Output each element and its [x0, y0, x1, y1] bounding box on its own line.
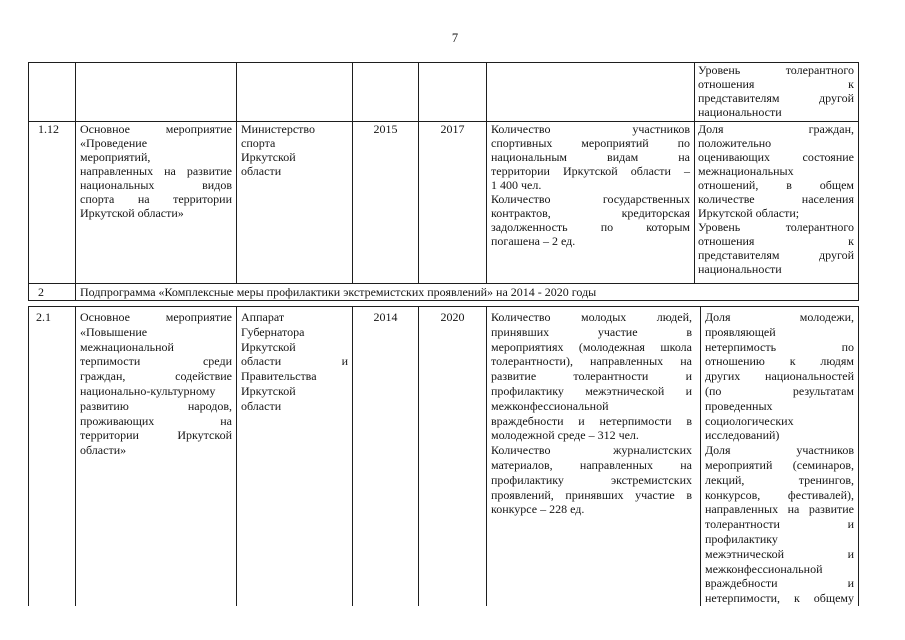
text-line: проявлений, принявших участие в — [491, 487, 692, 502]
cell-main-event — [75, 62, 236, 121]
text-line: Иркутской — [241, 150, 296, 164]
text-line: области — [241, 398, 282, 413]
text-line: социологических — [705, 413, 794, 428]
text-line: «Проведение — [80, 136, 148, 150]
text-line: отношения к — [698, 234, 854, 248]
text-line: межнациональных — [698, 164, 794, 178]
cell-end-year: 2020 — [418, 306, 486, 606]
text-line: национальных видов — [80, 178, 232, 192]
text-line: межконфессиональной — [705, 561, 823, 576]
text-line: территории Иркутской области – — [491, 164, 690, 178]
text-line: положительно — [698, 136, 772, 150]
text-line: профилактику экстремистских — [491, 472, 692, 487]
text-line: межэтнической и — [705, 546, 854, 561]
text-line: межконфессиональной — [491, 398, 609, 413]
text-line: терпимости среди — [80, 354, 232, 369]
text-line: Иркутской — [241, 339, 296, 354]
text-line: проявляющей — [705, 324, 776, 339]
cell-responsible — [236, 62, 352, 121]
text-line: Иркутской области; — [698, 206, 800, 220]
text-line: мероприятий, — [80, 150, 151, 164]
text-line: Губернатора — [241, 324, 305, 339]
text-line: молодежной среде – 312 чел. — [491, 428, 639, 443]
cell-start-year: 2014 — [352, 306, 418, 606]
text-line: толерантности и — [705, 517, 854, 532]
text-line: национальным видам на — [491, 150, 690, 164]
text-line: принявших участие в — [491, 324, 692, 339]
text-line: Правительства — [241, 369, 317, 384]
text-line: Иркутской области» — [80, 206, 184, 220]
cell-responsible — [236, 121, 352, 283]
text-line: (по результатам — [705, 383, 854, 398]
cell-results — [486, 306, 700, 606]
cell-results — [486, 121, 694, 283]
text-line: материалов, направленных на — [491, 457, 692, 472]
text-line: оценивающих состояние — [698, 150, 854, 164]
text-line: лекций, тренингов, — [705, 472, 854, 487]
cell-number: 2.1 — [28, 306, 75, 606]
text-line: развитие толерантности и — [491, 369, 692, 384]
page-number: 7 — [451, 31, 459, 45]
cell-targets — [694, 62, 859, 121]
cell-end-year: 2017 — [418, 121, 486, 283]
text-line: Основное мероприятие — [80, 310, 232, 324]
text-line: профилактику — [705, 531, 778, 546]
text-line: других национальностей — [705, 369, 854, 384]
text-line: враждебности и — [705, 576, 854, 591]
cell-number — [28, 62, 75, 121]
text-line: направленных на развитие — [705, 502, 854, 517]
text-line: отношению к людям — [705, 354, 854, 369]
cell-targets — [700, 306, 859, 606]
cell-number: 1.12 — [28, 121, 75, 283]
text-line: проведенных — [705, 398, 773, 413]
text-line: Аппарат — [241, 310, 285, 324]
text-line: Министерство — [241, 122, 315, 136]
cell-start-year: 2015 — [352, 121, 418, 283]
text-line: нетерпимость по — [705, 339, 854, 354]
text-line: направленных на развитие — [80, 164, 232, 178]
cell-results — [486, 62, 694, 121]
text-line: конкурсе – 228 ед. — [491, 502, 585, 517]
text-line: Доля молодежи, — [705, 310, 854, 324]
text-line: Доля граждан, — [698, 122, 854, 136]
cell-main-event — [75, 121, 236, 283]
text-line: толерантности), направленных на — [491, 354, 692, 369]
text-line: граждан, содействие — [80, 369, 232, 384]
text-line: количестве населения — [698, 192, 854, 206]
text-line: задолженность по которым — [491, 220, 690, 234]
text-line: исследований) — [705, 428, 780, 443]
text-line: Доля участников — [705, 443, 854, 458]
text-line: мероприятий (семинаров, — [705, 457, 854, 472]
text-line: отношения к — [698, 77, 854, 91]
text-line: Уровень толерантного — [698, 63, 854, 77]
text-line: спорта на территории — [80, 192, 232, 206]
text-line: контрактов, кредиторская — [491, 206, 690, 220]
text-line: погашена – 2 ед. — [491, 234, 576, 248]
text-line: спортивных мероприятий по — [491, 136, 690, 150]
text-line: мероприятиях (молодежная школа — [491, 339, 692, 354]
text-line: Количество молодых людей, — [491, 310, 692, 324]
text-line: проживающих на — [80, 413, 232, 428]
text-line: Количество государственных — [491, 192, 690, 206]
cell-number: 2 — [28, 283, 75, 301]
text-line: национальности — [698, 105, 782, 119]
text-line: конкурсов, фестивалей), — [705, 487, 854, 502]
text-line: территории Иркутской — [80, 428, 232, 443]
text-line: Уровень толерантного — [698, 220, 854, 234]
text-line: спорта — [241, 136, 276, 150]
text-line: «Повышение — [80, 324, 148, 339]
cell-main-event — [75, 306, 236, 606]
text-line: отношений, в общем — [698, 178, 854, 192]
text-line: 1 400 чел. — [491, 178, 542, 192]
text-line: Количество журналистских — [491, 443, 692, 458]
cell-responsible — [236, 306, 352, 606]
text-line: национально-культурному — [80, 383, 216, 398]
text-line: Количество участников — [491, 122, 690, 136]
text-line: области» — [80, 443, 127, 458]
text-line: развитию народов, — [80, 398, 232, 413]
text-line: профилактику межэтнической и — [491, 383, 692, 398]
cell-subprogram-title: Подпрограмма «Комплексные меры профилактики экстремистских проявлений» на 2014 - 2020 годы — [75, 283, 859, 301]
text-line: межнациональной — [80, 339, 174, 354]
text-line: области — [241, 164, 282, 178]
cell-end-year — [418, 62, 486, 121]
text-line: национальности — [698, 262, 782, 276]
cell-targets — [694, 121, 859, 283]
text-line: области и — [241, 354, 348, 369]
text-line: Основное мероприятие — [80, 122, 232, 136]
text-line: Иркутской — [241, 383, 296, 398]
text-line: представителям другой — [698, 91, 854, 105]
text-line: нетерпимости, к общему — [705, 591, 854, 606]
text-line: враждебности и нетерпимости в — [491, 413, 692, 428]
cell-start-year — [352, 62, 418, 121]
text-line: представителям другой — [698, 248, 854, 262]
